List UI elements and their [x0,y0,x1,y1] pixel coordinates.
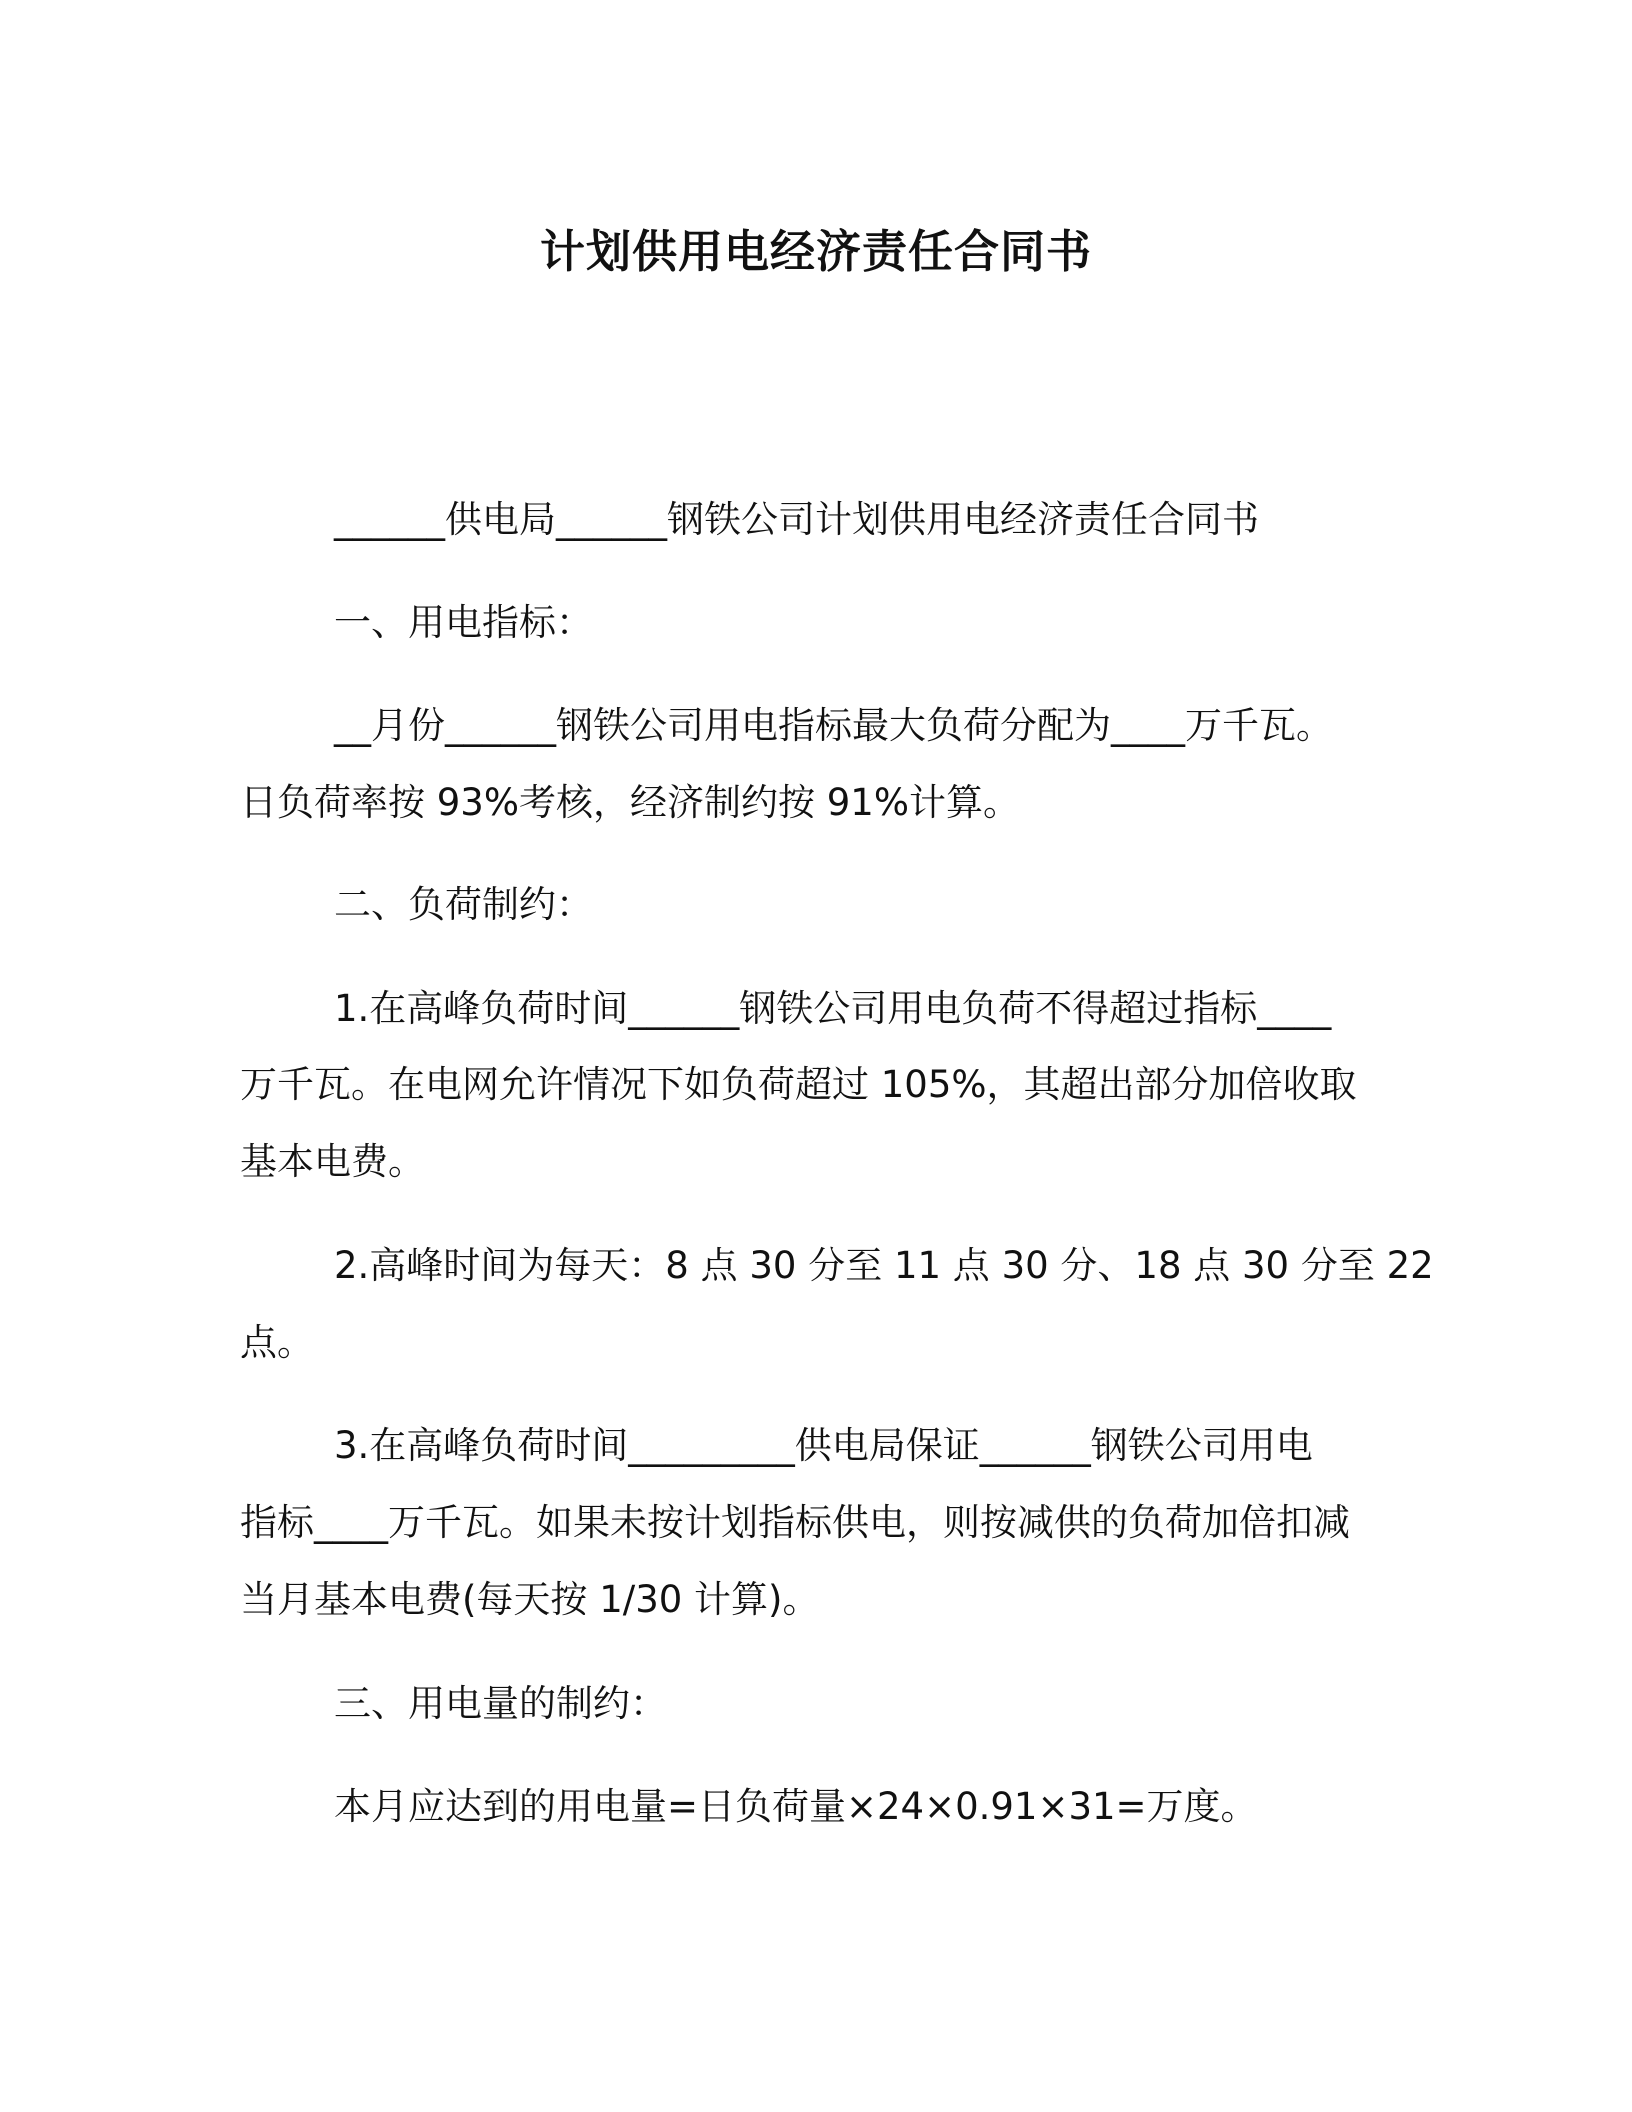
clause-1-line-1: 1.在高峰负荷时间______钢铁公司用电负荷不得超过指标____ [334,987,1332,1030]
clause-3-line-2: 指标____万千瓦。如果未按计划指标供电，则按减供的负荷加倍扣减 [240,1501,1350,1544]
section-1-heading: 一、用电指标： [334,601,593,644]
clause-3-line-1: 3.在高峰负荷时间_________供电局保证______钢铁公司用电 [334,1424,1313,1467]
clause-1-line-3: 基本电费。 [240,1140,425,1183]
contract-heading-line: ______供电局______钢铁公司计划供用电经济责任合同书 [334,498,1259,541]
clause-1-line-2: 万千瓦。在电网允许情况下如负荷超过 105%，其超出部分加倍收取 [240,1063,1357,1106]
section-2-heading: 二、负荷制约： [334,883,593,926]
section-3-formula: 本月应达到的用电量=日负荷量×24×0.91×31=万度。 [334,1785,1258,1828]
section-1-paragraph-line-2: 日负荷率按 93%考核，经济制约按 91%计算。 [240,781,1020,824]
clause-2-line-1: 2.高峰时间为每天：8 点 30 分至 11 点 30 分、18 点 30 分至 22 [334,1244,1434,1287]
section-1-paragraph-line-1: __月份______钢铁公司用电指标最大负荷分配为____万千瓦。 [334,704,1333,747]
clause-2-line-2: 点。 [240,1321,314,1364]
clause-3-line-3: 当月基本电费(每天按 1/30 计算)。 [240,1578,820,1621]
section-3-heading: 三、用电量的制约： [334,1682,667,1725]
document-title: 计划供用电经济责任合同书 [539,225,1092,278]
